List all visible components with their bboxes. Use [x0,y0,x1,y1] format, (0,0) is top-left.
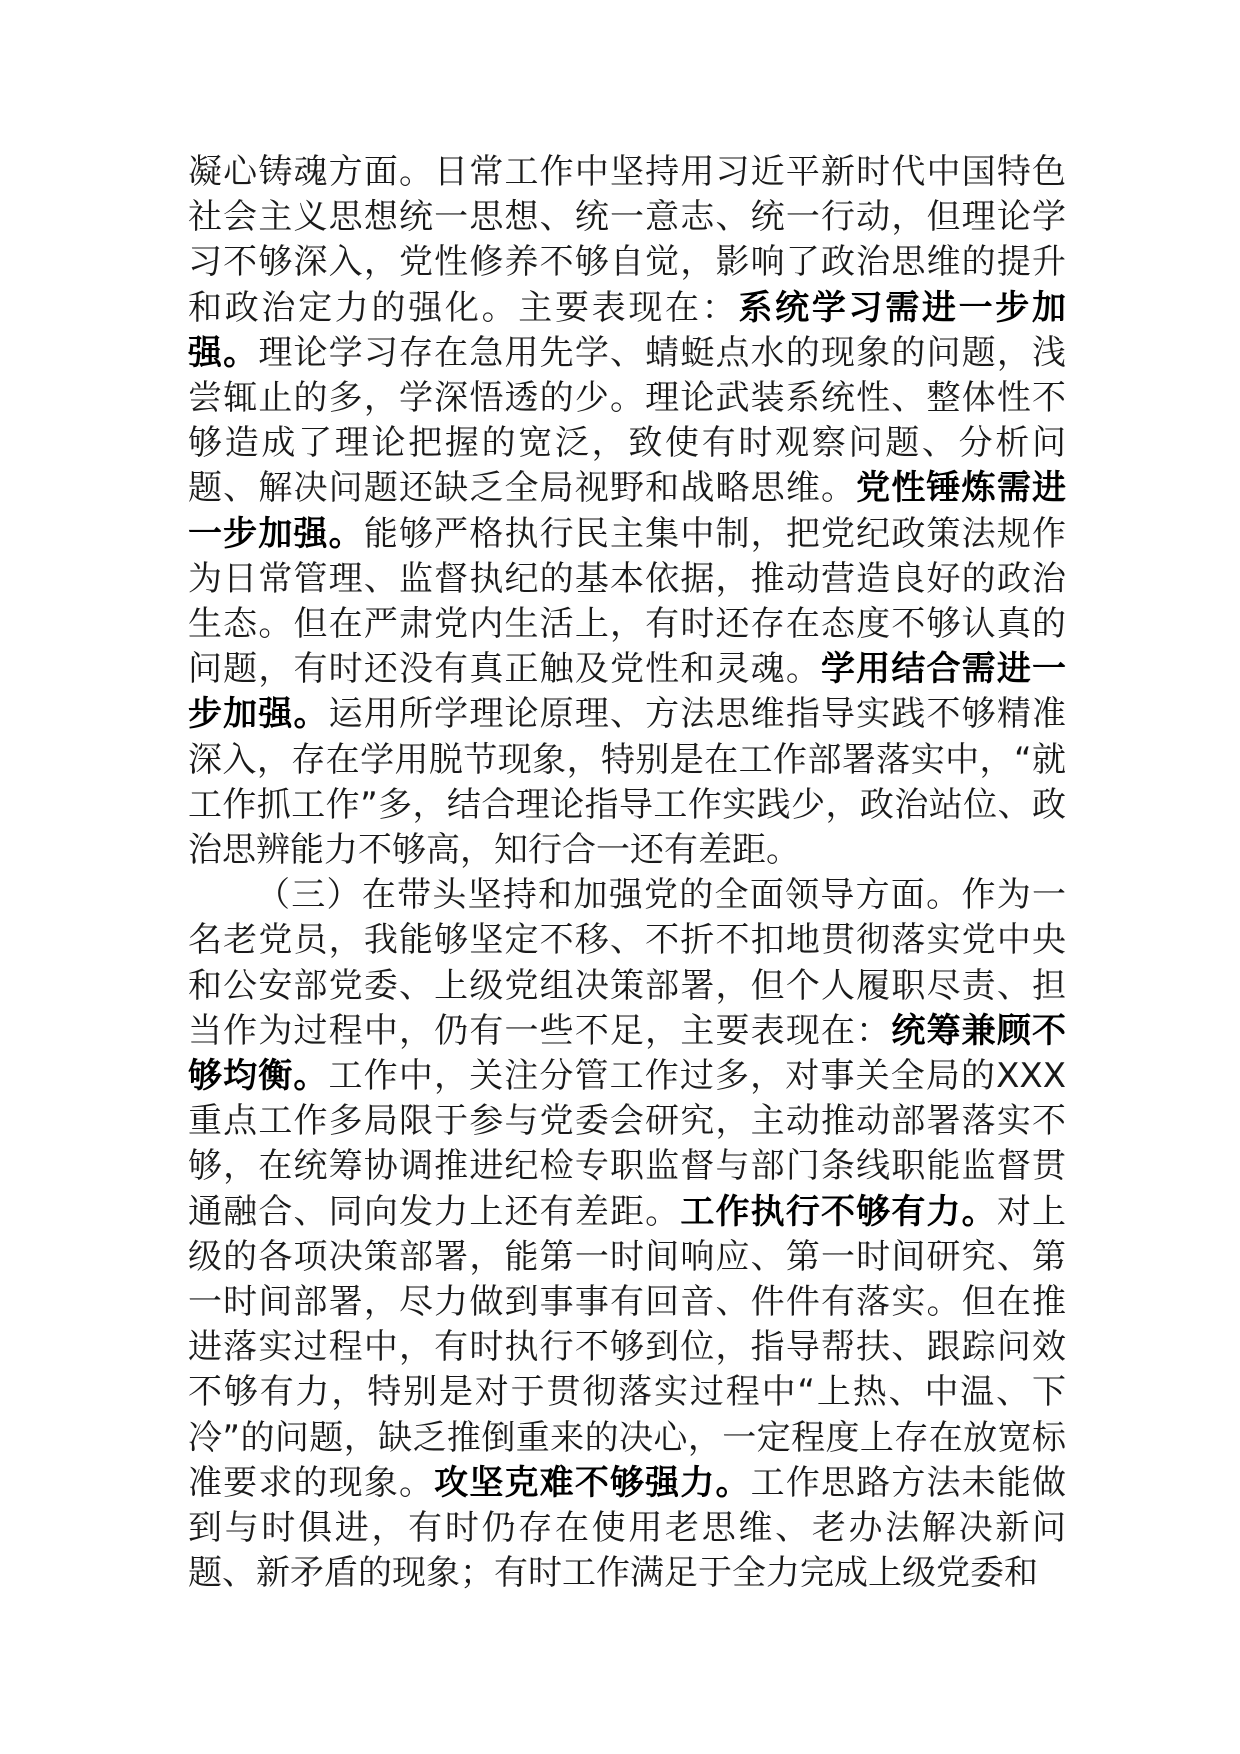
paragraph-text: 运用所学理论原理、方法思维指导实践不够精准深入，存在学用脱节现象，特别是在工作部署落实中，“就工作抓工作”多，结合理论指导工作实践少，政治站位、政治思辨能力不够高，知行合一还有差距。 [188,694,1067,871]
paragraph-text: 能够严格执行民主集中制，把党纪政策法规作为日常管理、监督执纪的基本依据，推动营造良好的政治生态。但在严肃党内生活上，有时还存在态度不够认真的问题，有时还没有真正触及党性和灵魂。 [188,513,1067,690]
bold-heading-tackling-difficulties: 攻坚克难不够强力。 [434,1462,751,1503]
bold-heading-systematic-study: 系统学习需进一步加强。 [188,287,1067,373]
bold-heading-execution: 工作执行不够有力。 [680,1191,997,1232]
paragraph-text: 工作思路方法未能做到与时俱进，有时仍存在使用老思维、老办法解决新问题、新矛盾的现象；有时工作满足于全力完成上级党委和 [188,1462,1067,1594]
paragraph-text: 凝心铸魂方面。日常工作中坚持用习近平新时代中国特色社会主义思想统一思想、统一意志、统一行动，但理论学习不够深入，党性修养不够自觉，影响了政治思维的提升和政治定力的强化。主要表现在： [188,152,1066,328]
bold-heading-party-spirit: 党性锤炼需进一步加强。 [188,468,1067,554]
bold-heading-study-application: 学用结合需进一步加强。 [188,649,1066,735]
paragraph-ideology-section [188,150,1066,873]
paragraph-text: 工作中，关注分管工作过多，对事关全局的XXX重点工作多局限于参与党委会研究，主动推动部署落实不够，在统筹协调推进纪检专职监督与部门条线职能监督贯通融合、同向发力上还有差距。 [188,1056,1067,1232]
paragraph-text: 对上级的各项决策部署，能第一时间响应、第一时间研究、第一时间部署，尽力做到事事有回音、件件有落实。但在推进落实过程中，有时执行不够到位，指导帮扶、跟踪问效不够有力，特别是对于贯彻落实过程中“上热、中温、下冷”的问题，缺乏推倒重来的决心，一定程度上存在放宽标准要求的现象。 [188,1191,1067,1503]
bold-heading-overall-planning: 统筹兼顾不够均衡。 [188,1010,1067,1097]
document-page [188,150,1066,1597]
paragraph-text: （三）在带头坚持和加强党的全面领导方面。作为一名老党员，我能够坚定不移、不折不扣地贯彻落实党中央和公安部党委、上级党组决策部署，但个人履职尽责、担当作为过程中，仍有一些不足，主要表现在： [188,875,1066,1051]
paragraph-leadership-section [188,873,1066,1596]
paragraph-text: 理论学习存在急用先学、蜻蜓点水的现象的问题，浅尝辄止的多，学深悟透的少。理论武装系统性、整体性不够造成了理论把握的宽泛，致使有时观察问题、分析问题、解决问题还缺乏全局视野和战略思维。 [188,332,1067,509]
